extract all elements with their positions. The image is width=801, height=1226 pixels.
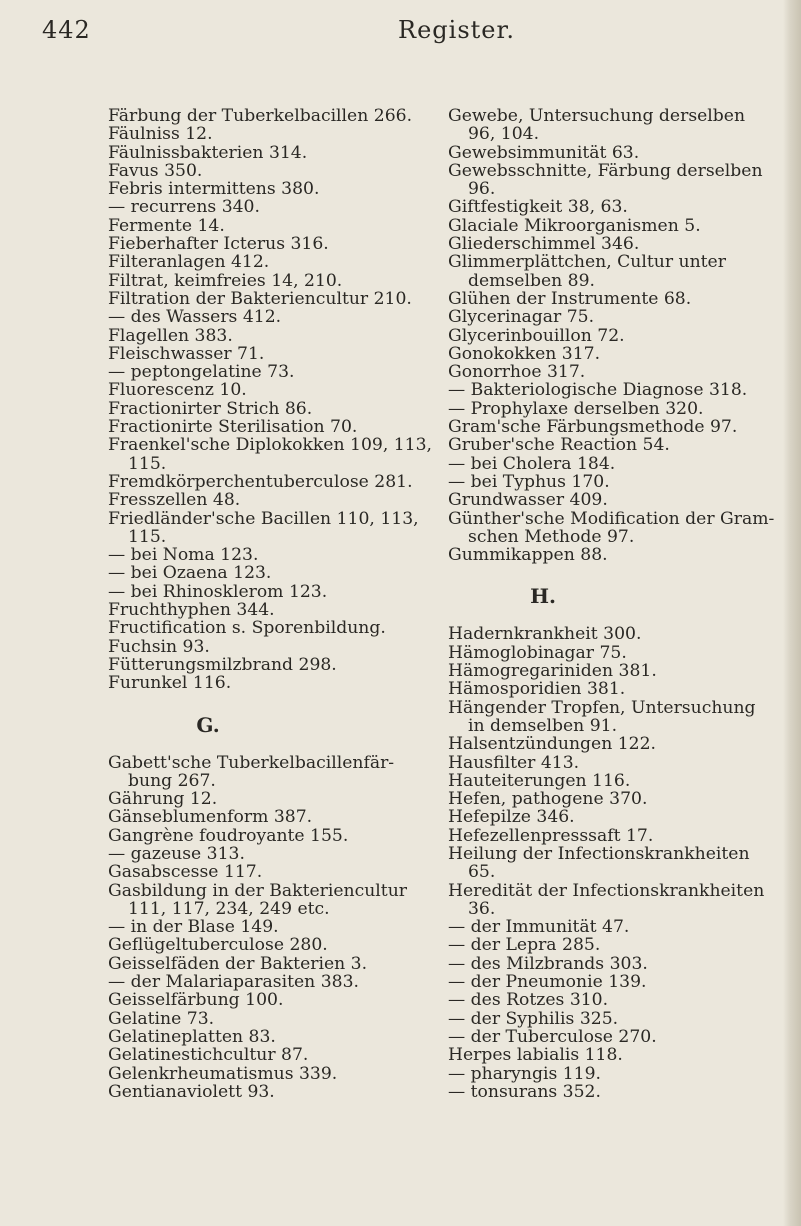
index-entry: Hämosporidien 381. xyxy=(448,679,626,700)
index-entry: — Bakteriologische Diagnose 318. xyxy=(448,380,748,401)
index-entry: Fermente 14. xyxy=(108,215,225,236)
index-entry: Giftfestigkeit 38, 63. xyxy=(448,197,628,218)
index-entry: — der Syphilis 325. xyxy=(448,1008,619,1029)
index-entry: Geflügeltuberculose 280. xyxy=(108,935,328,956)
index-entry: Gänseblumenform 387. xyxy=(108,807,313,828)
index-entry: Hauteiterungen 116. xyxy=(448,770,631,791)
index-entry: Glycerinbouillon 72. xyxy=(448,325,625,346)
index-entry: Gonokokken 317. xyxy=(448,343,601,364)
index-entry: Hefen, pathogene 370. xyxy=(448,789,648,810)
page-number: 442 xyxy=(42,16,91,44)
index-entry: — recurrens 340. xyxy=(108,197,260,218)
index-entry: Fractionirter Strich 86. xyxy=(108,398,313,419)
index-entry: Halsentzündungen 122. xyxy=(448,734,657,755)
page-header xyxy=(0,16,801,56)
index-entry: Gelatine 73. xyxy=(108,1008,215,1029)
index-entry: Gruber'sche Reaction 54. xyxy=(448,435,670,456)
index-entry: Gonorrhoe 317. xyxy=(448,362,586,383)
index-entry: — tonsurans 352. xyxy=(448,1081,601,1102)
index-entry: Filtration der Bakteriencultur 210. xyxy=(108,288,412,309)
index-entry-continuation: 115. xyxy=(128,453,167,474)
running-title: Register. xyxy=(398,16,515,44)
index-entry: — der Lepra 285. xyxy=(448,935,601,956)
index-entry-continuation: demselben 89. xyxy=(468,270,596,291)
index-entry: Hefepilze 346. xyxy=(448,807,575,828)
index-entry: Hämoglobinagar 75. xyxy=(448,642,627,663)
index-entry: Gliederschimmel 346. xyxy=(448,234,640,255)
index-column-left xyxy=(108,107,438,1101)
index-entry: Gangrène foudroyante 155. xyxy=(108,825,349,846)
index-entry: — gazeuse 313. xyxy=(108,843,245,864)
index-entry: — der Immunität 47. xyxy=(448,917,630,938)
index-entry: Febris intermittens 380. xyxy=(108,179,320,200)
index-entry: Fluorescenz 10. xyxy=(108,380,247,401)
index-entry: Fractionirte Sterilisation 70. xyxy=(108,417,358,438)
index-entry: — Prophylaxe derselben 320. xyxy=(448,398,704,419)
index-entry: Glaciale Mikroorganismen 5. xyxy=(448,215,701,236)
index-entry: Gasbildung in der Bakteriencultur xyxy=(108,880,407,901)
index-entry: Fäulnissbakterien 314. xyxy=(108,142,308,163)
index-entry: Heredität der Infectionskrankheiten xyxy=(448,880,765,901)
index-entry-continuation: 115. xyxy=(128,526,167,547)
index-entry: Gentianaviolett 93. xyxy=(108,1081,275,1102)
index-column-right xyxy=(448,107,778,1101)
index-entry-continuation: bung 267. xyxy=(128,770,216,791)
index-entry-continuation: 96, 104. xyxy=(468,124,540,145)
index-entry: Fructification s. Sporenbildung. xyxy=(108,618,386,639)
index-entry: — bei Cholera 184. xyxy=(448,453,616,474)
index-entry: Gram'sche Färbungsmethode 97. xyxy=(448,417,738,438)
index-entry-continuation: 36. xyxy=(468,898,496,919)
index-entry: Fütterungsmilzbrand 298. xyxy=(108,654,337,675)
index-entry: Furunkel 116. xyxy=(108,673,232,694)
index-entry: Filtrat, keimfreies 14, 210. xyxy=(108,270,343,291)
index-entry: Gummikappen 88. xyxy=(448,545,608,566)
index-entry: Färbung der Tuberkelbacillen 266. xyxy=(108,106,413,126)
index-entry: Gabett'sche Tuberkelbacillenfär- xyxy=(108,752,395,773)
index-entry: — bei Ozaena 123. xyxy=(108,563,272,584)
index-entry: Gasabscesse 117. xyxy=(108,862,263,883)
index-entry: Fremdkörperchentuberculose 281. xyxy=(108,471,413,492)
index-entry: Fraenkel'sche Diplokokken 109, 113, xyxy=(108,435,433,456)
index-entry: Filteranlagen 412. xyxy=(108,252,270,273)
index-entry: Fresszellen 48. xyxy=(108,490,241,511)
index-entry: — der Malariaparasiten 383. xyxy=(108,972,359,993)
index-entry: Fleischwasser 71. xyxy=(108,343,265,364)
index-entry: Günther'sche Modification der Gram- xyxy=(448,508,775,529)
index-entry: Fruchthyphen 344. xyxy=(108,600,275,621)
page-edge-shadow xyxy=(783,0,801,1226)
index-entry: Glühen der Instrumente 68. xyxy=(448,288,692,309)
section-letter: G. xyxy=(196,712,220,737)
index-entry: — des Rotzes 310. xyxy=(448,990,609,1011)
section-letter: H. xyxy=(530,584,556,609)
index-entry: Hefezellenpresssaft 17. xyxy=(448,825,654,846)
index-entry: Fieberhafter Icterus 316. xyxy=(108,234,329,255)
index-entry: — der Tuberculose 270. xyxy=(448,1026,657,1047)
index-entry: Fuchsin 93. xyxy=(108,636,210,657)
index-entry: Heilung der Infectionskrankheiten xyxy=(448,843,750,864)
index-entry: Gewebe, Untersuchung derselben xyxy=(448,106,746,126)
index-entry-continuation: schen Methode 97. xyxy=(468,526,635,547)
index-entry: Hämogregariniden 381. xyxy=(448,661,657,682)
index-entry: Fäulniss 12. xyxy=(108,124,213,145)
index-entry: Herpes labialis 118. xyxy=(448,1045,623,1066)
index-entry: — in der Blase 149. xyxy=(108,917,279,938)
index-entry: — des Wassers 412. xyxy=(108,307,282,328)
index-entry: Glycerinagar 75. xyxy=(448,307,595,328)
index-entry: — des Milzbrands 303. xyxy=(448,953,648,974)
index-entry-continuation: 96. xyxy=(468,179,496,200)
index-entry: — bei Noma 123. xyxy=(108,545,259,566)
index-entry: — bei Rhinosklerom 123. xyxy=(108,581,328,602)
index-entry: — pharyngis 119. xyxy=(448,1063,602,1084)
index-entry-continuation: in demselben 91. xyxy=(468,715,618,736)
index-entry: Grundwasser 409. xyxy=(448,490,608,511)
index-entry: Gelenkrheumatismus 339. xyxy=(108,1063,338,1084)
index-entry-continuation: 111, 117, 234, 249 etc. xyxy=(128,898,330,919)
index-entry-continuation: 65. xyxy=(468,862,496,883)
index-entry: — der Pneumonie 139. xyxy=(448,972,647,993)
index-entry: Flagellen 383. xyxy=(108,325,233,346)
index-entry: Hadernkrankheit 300. xyxy=(448,624,642,645)
index-entry: Gewebsschnitte, Färbung derselben xyxy=(448,160,763,181)
index-entry: Friedländer'sche Bacillen 110, 113, xyxy=(108,508,419,529)
index-entry: Hängender Tropfen, Untersuchung xyxy=(448,697,756,718)
index-entry: — peptongelatine 73. xyxy=(108,362,295,383)
index-entry: Gelatinestichcultur 87. xyxy=(108,1045,309,1066)
index-entry: Hausfilter 413. xyxy=(448,752,580,773)
index-entry: Gelatineplatten 83. xyxy=(108,1026,276,1047)
index-entry: Gährung 12. xyxy=(108,789,218,810)
index-entry: Favus 350. xyxy=(108,160,203,181)
index-entry: Gewebsimmunität 63. xyxy=(448,142,640,163)
index-entry: — bei Typhus 170. xyxy=(448,471,610,492)
index-entry: Geisselfäden der Bakterien 3. xyxy=(108,953,368,974)
index-entry: Glimmerplättchen, Cultur unter xyxy=(448,252,726,273)
index-entry: Geisselfärbung 100. xyxy=(108,990,284,1011)
